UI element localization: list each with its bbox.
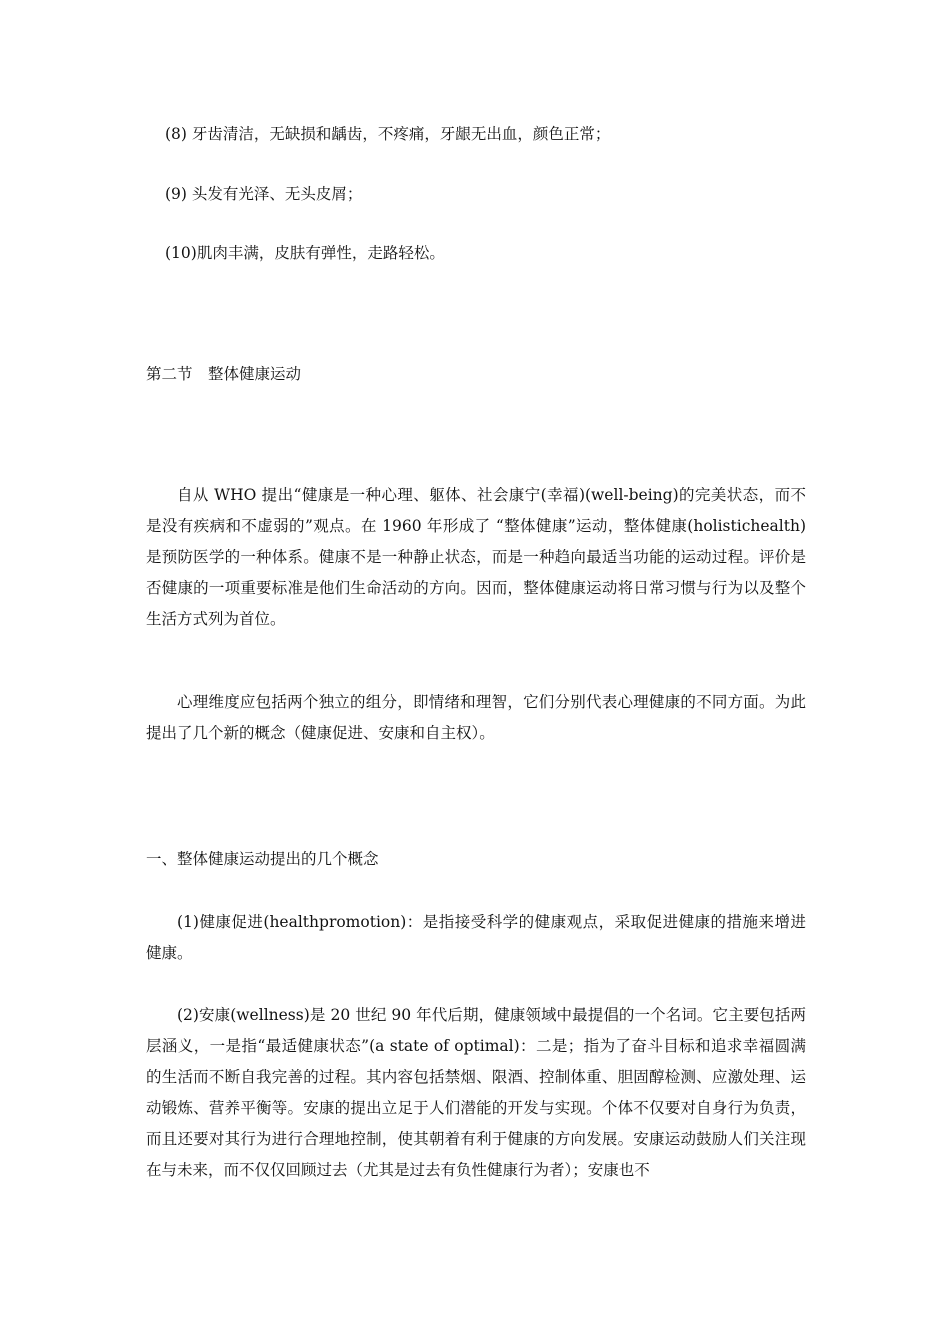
- concept-paragraph: (1)健康促进(healthpromotion)：是指接受科学的健康观点，采取促进健康的措施来增进健康。: [146, 913, 806, 962]
- paragraph: 心理维度应包括两个独立的组分，即情绪和理智，它们分别代表心理健康的不同方面。为此提出了几个新的概念（健康促进、安康和自主权）。: [146, 693, 806, 742]
- paragraph: 自从 WHO 提出“健康是一种心理、躯体、社会康宁(幸福)(well-being)的完美状态，而不是没有疾病和不虚弱的”观点。在 1960 年形成了 “整体健康”运动，整体健康(holistichealth)是预防医学的一种体系。健康不是一种静止状态，而是一种趋向最适当功能的运动过程。评价是否健康的一项重要标准是他们生命活动的方向。因而，整体健康运动将日常习惯与行为以及整个生活方式列为首位。: [146, 486, 806, 628]
- list-item: (10)肌肉丰满，皮肤有弹性，走路轻松。: [165, 244, 445, 262]
- subsection-title: 一、整体健康运动提出的几个概念: [146, 850, 379, 868]
- list-item: (9) 头发有光泽、无头皮屑；: [165, 185, 363, 203]
- list-item: (8) 牙齿清洁，无缺损和龋齿，不疼痛，牙龈无出血，颜色正常；: [165, 125, 611, 143]
- section-title: 第二节 整体健康运动: [146, 365, 302, 383]
- concept-paragraph: (2)安康(wellness)是 20 世纪 90 年代后期，健康领域中最提倡的一个名词。它主要包括两层涵义，一是指“最适健康状态”(a state of optimal)：二是；指为了奋斗目标和追求幸福圆满的生活而不断自我完善的过程。其内容包括禁烟、限酒、控制体重、胆固醇检测、应激处理、运动锻炼、营养平衡等。安康的提出立足于人们潜能的开发与实现。个体不仅要对自身行为负责，而且还要对其行为进行合理地控制，使其朝着有利于健康的方向发展。安康运动鼓励人们关注现在与未来，而不仅仅回顾过去（尤其是过去有负性健康行为者）；安康也不: [146, 1006, 806, 1179]
